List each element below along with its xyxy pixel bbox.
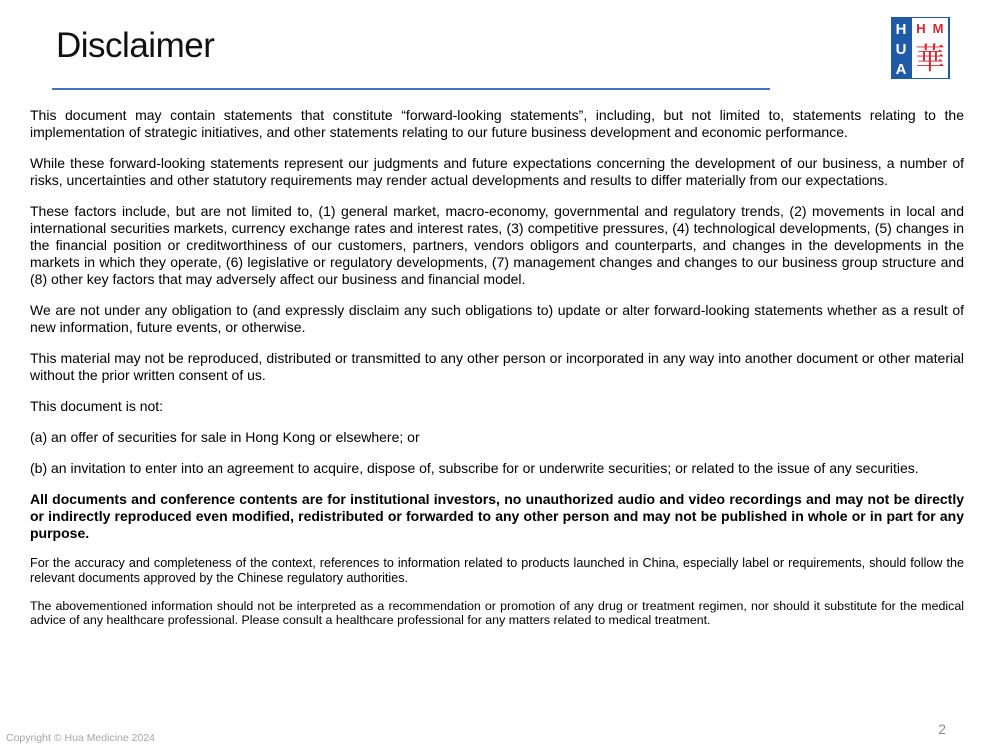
logo-hua-glyph: 華 [915,42,945,77]
paragraph-no-reproduction: This material may not be reproduced, distributed or transmitted to any other person or incorporated in any way into another document or other material without the prior written consent of us. [30,350,964,383]
paragraph-factors: These factors include, but are not limited to, (1) general market, macro-economy, governmental and regulatory trends, (2) movements in local and international securities markets, currency exchange rates and interest rates, (3) competitive pressures, (4) technological developments, (5) changes in the financial position or creditworthiness of our customers, partners, vendors obligors and counterparts, and changes in the developments in the markets in which they operate, (6) legislative or regulatory developments, (7) management changes and changes to our business group structure and (8) other key factors that may adversely affect our business and financial model. [30,203,964,287]
paragraph-forward-looking: This document may contain statements that constitute “forward-looking statements”, including, but not limited to, statements relating to the implementation of strategic initiatives, and other statements relating to our future business development and economic performance. [30,107,964,140]
hua-medicine-logo-icon [891,17,951,79]
paragraph-china-regulatory: For the accuracy and completeness of the context, references to information related to products launched in China, especially label or requirements, should follow the relevant documents approved by the Chinese regulatory authorities. [30,556,964,585]
disclaimer-body [30,107,964,627]
page-title: Disclaimer [56,26,215,65]
hua-medicine-logo [891,17,951,79]
logo-letter-m: M [932,21,944,36]
logo-letter-u: U [895,41,907,58]
paragraph-no-obligation: We are not under any obligation to (and expressly disclaim any such obligations to) update or alter forward-looking statements whether as a result of new information, future events, or otherwise. [30,302,964,335]
page-number: 2 [938,721,946,737]
paragraph-document-is-not: This document is not: [30,398,164,414]
copyright-footer: Copyright © Hua Medicine 2024 [6,732,155,744]
logo-letter-a: A [895,61,907,78]
paragraph-risks: While these forward-looking statements represent our judgments and future expectations concerning the development of our business, a number of risks, uncertainties and other statutory requirements may render actual developments and results to differ materially from our expectations. [30,155,964,188]
paragraph-institutional-notice: All documents and conference contents are for institutional investors, no unauthorized audio and video recordings and may not be directly or indirectly reproduced even modified, redistributed or forwarded to any other person and may not be published in whole or in part for any purpose. [30,491,964,541]
title-underline [52,88,770,90]
paragraph-medical-advice: The abovementioned information should not be interpreted as a recommendation or promotion of any drug or treatment regimen, nor should it substitute for the medical advice of any healthcare professional. Please consult a healthcare professional for any matters related to medical treatment. [30,599,964,627]
logo-letter-h-right: H [916,21,926,36]
paragraph-item-b: (b) an invitation to enter into an agreement to acquire, dispose of, subscribe for or underwrite securities; or related to the issue of any securities. [30,460,919,476]
paragraph-item-a: (a) an offer of securities for sale in Hong Kong or elsewhere; or [30,429,420,445]
logo-letter-h: H [895,21,907,38]
